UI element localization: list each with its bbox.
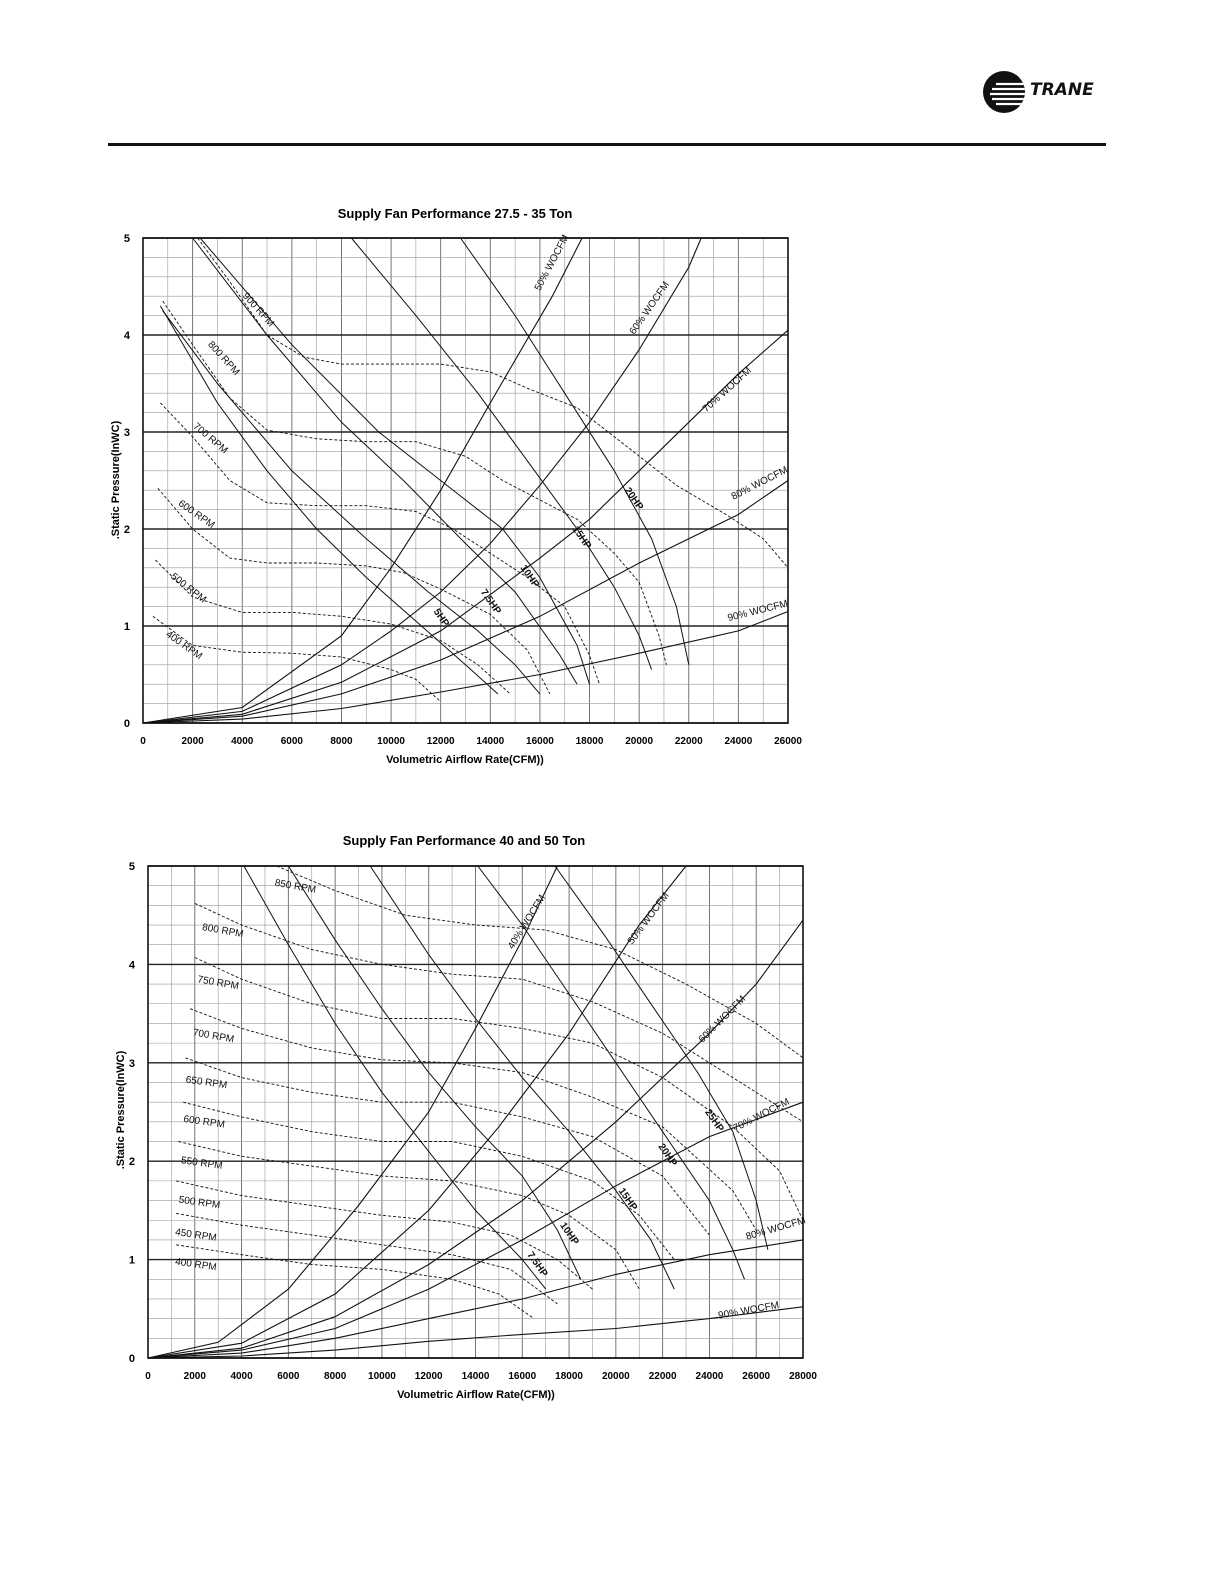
curve-label: 700 RPM: [190, 421, 230, 457]
y-tick-label: 2: [128, 1156, 135, 1169]
y-tick-label: 3: [123, 427, 130, 439]
curve-label: 70% WOCFM: [731, 1096, 792, 1135]
curve-label: 50% WOCFM: [532, 233, 572, 293]
curve-label: 80% WOCFM: [729, 464, 790, 503]
curve-label: 90% WOCFM: [726, 598, 790, 625]
x-tick-label: 10000: [377, 736, 405, 747]
y-axis-label: .Static Pressure(InWC): [110, 420, 122, 540]
curve-label: 60% WOCFM: [627, 279, 673, 337]
curve-label: 20HP: [655, 1141, 679, 1169]
y-tick-label: 0: [128, 1353, 135, 1365]
curve-label: 90% WOCFM: [717, 1300, 781, 1322]
x-tick-label: 0: [140, 736, 146, 747]
system-curve-line: [148, 866, 557, 1358]
y-tick-label: 1: [123, 621, 130, 633]
curve-label: 800 RPM: [205, 339, 242, 378]
x-tick-label: 8000: [330, 736, 353, 747]
x-tick-label: 12000: [426, 736, 455, 747]
system-curve-line: [148, 866, 686, 1358]
curve-label: 400 RPM: [163, 629, 205, 663]
curve-label: 400 RPM: [174, 1256, 218, 1274]
y-tick-label: 2: [123, 524, 130, 536]
x-tick-label: 18000: [575, 736, 604, 747]
curve-label: 80% WOCFM: [744, 1215, 807, 1243]
curve-label: 850 RPM: [273, 877, 317, 896]
hp-curve-line: [244, 866, 549, 1289]
x-tick-label: 2000: [183, 1371, 206, 1382]
y-tick-label: 3: [128, 1057, 135, 1070]
curve-label: 5HP: [430, 606, 451, 630]
x-tick-label: 8000: [324, 1371, 347, 1382]
curve-label: 600 RPM: [182, 1113, 226, 1131]
rpm-curve-line: [178, 1142, 639, 1290]
x-tick-label: 24000: [724, 736, 753, 747]
chart-title: Supply Fan Performance 27.5 - 35 Ton: [337, 206, 573, 221]
curve-label: 10HP: [557, 1220, 581, 1248]
x-tick-label: 20000: [601, 1371, 630, 1382]
curve-label: 10HP: [517, 563, 541, 591]
x-tick-label: 10000: [368, 1371, 396, 1382]
rpm-curve-line: [190, 1009, 756, 1230]
hp-curve-line: [555, 866, 768, 1250]
hp-curve-line: [288, 866, 580, 1279]
curve-label: 700 RPM: [191, 1027, 235, 1046]
curve-label: 650 RPM: [185, 1074, 228, 1092]
curve-label: 450 RPM: [174, 1227, 218, 1244]
x-tick-label: 22000: [648, 1371, 677, 1382]
x-tick-label: 14000: [476, 736, 505, 747]
x-tick-label: 4000: [230, 1371, 253, 1382]
x-tick-label: 6000: [280, 736, 303, 747]
y-tick-label: 4: [128, 959, 135, 972]
x-axis-label: Volumetric Airflow Rate(CFM)): [386, 754, 544, 766]
x-tick-label: 0: [145, 1371, 151, 1382]
x-tick-label: 28000: [789, 1371, 817, 1382]
x-tick-label: 16000: [508, 1371, 537, 1382]
curve-label: 20HP: [621, 485, 646, 513]
curve-label: 7.5HP: [524, 1250, 550, 1280]
curve-label: 60% WOCFM: [696, 993, 749, 1046]
x-tick-label: 14000: [461, 1371, 490, 1382]
x-tick-label: 26000: [742, 1371, 771, 1382]
curve-label: 15HP: [569, 524, 594, 552]
x-tick-label: 22000: [674, 736, 703, 747]
x-axis-label: Volumetric Airflow Rate(CFM)): [397, 1389, 555, 1401]
curve-label: 600 RPM: [176, 498, 217, 532]
curve-label: 25HP: [702, 1107, 726, 1135]
x-tick-label: 4000: [231, 736, 254, 747]
curve-label: 50% WOCFM: [625, 890, 672, 947]
x-tick-label: 12000: [414, 1371, 443, 1382]
brand-wordmark: TRANE: [1030, 80, 1094, 100]
x-tick-label: 20000: [625, 736, 654, 747]
curve-label: 500 RPM: [177, 1194, 221, 1212]
y-axis-label: .Static Pressure(InWC): [115, 1050, 127, 1170]
rpm-curve-line: [176, 1213, 557, 1304]
curve-label: 750 RPM: [196, 974, 240, 993]
y-tick-label: 5: [123, 233, 130, 245]
curve-label: 7.5HP: [477, 587, 503, 617]
y-tick-label: 4: [123, 330, 130, 342]
curve-label: 15HP: [615, 1186, 640, 1213]
curve-label: 40% WOCFM: [506, 893, 549, 952]
x-tick-label: 16000: [526, 736, 554, 747]
curve-label: 800 RPM: [201, 922, 245, 941]
y-tick-label: 0: [123, 718, 130, 730]
x-tick-label: 24000: [695, 1371, 724, 1382]
curve-label: 900 RPM: [240, 290, 277, 330]
x-tick-label: 26000: [774, 736, 802, 747]
y-tick-label: 5: [128, 861, 135, 873]
chart-title: Supply Fan Performance 40 and 50 Ton: [342, 833, 586, 848]
y-tick-label: 1: [128, 1254, 135, 1267]
curve-label: 550 RPM: [180, 1155, 224, 1172]
x-tick-label: 6000: [277, 1371, 300, 1382]
x-tick-label: 18000: [555, 1371, 583, 1382]
x-tick-label: 2000: [181, 736, 204, 747]
curve-label: 70% WOCFM: [700, 365, 754, 415]
curve-label: 500 RPM: [168, 571, 209, 606]
